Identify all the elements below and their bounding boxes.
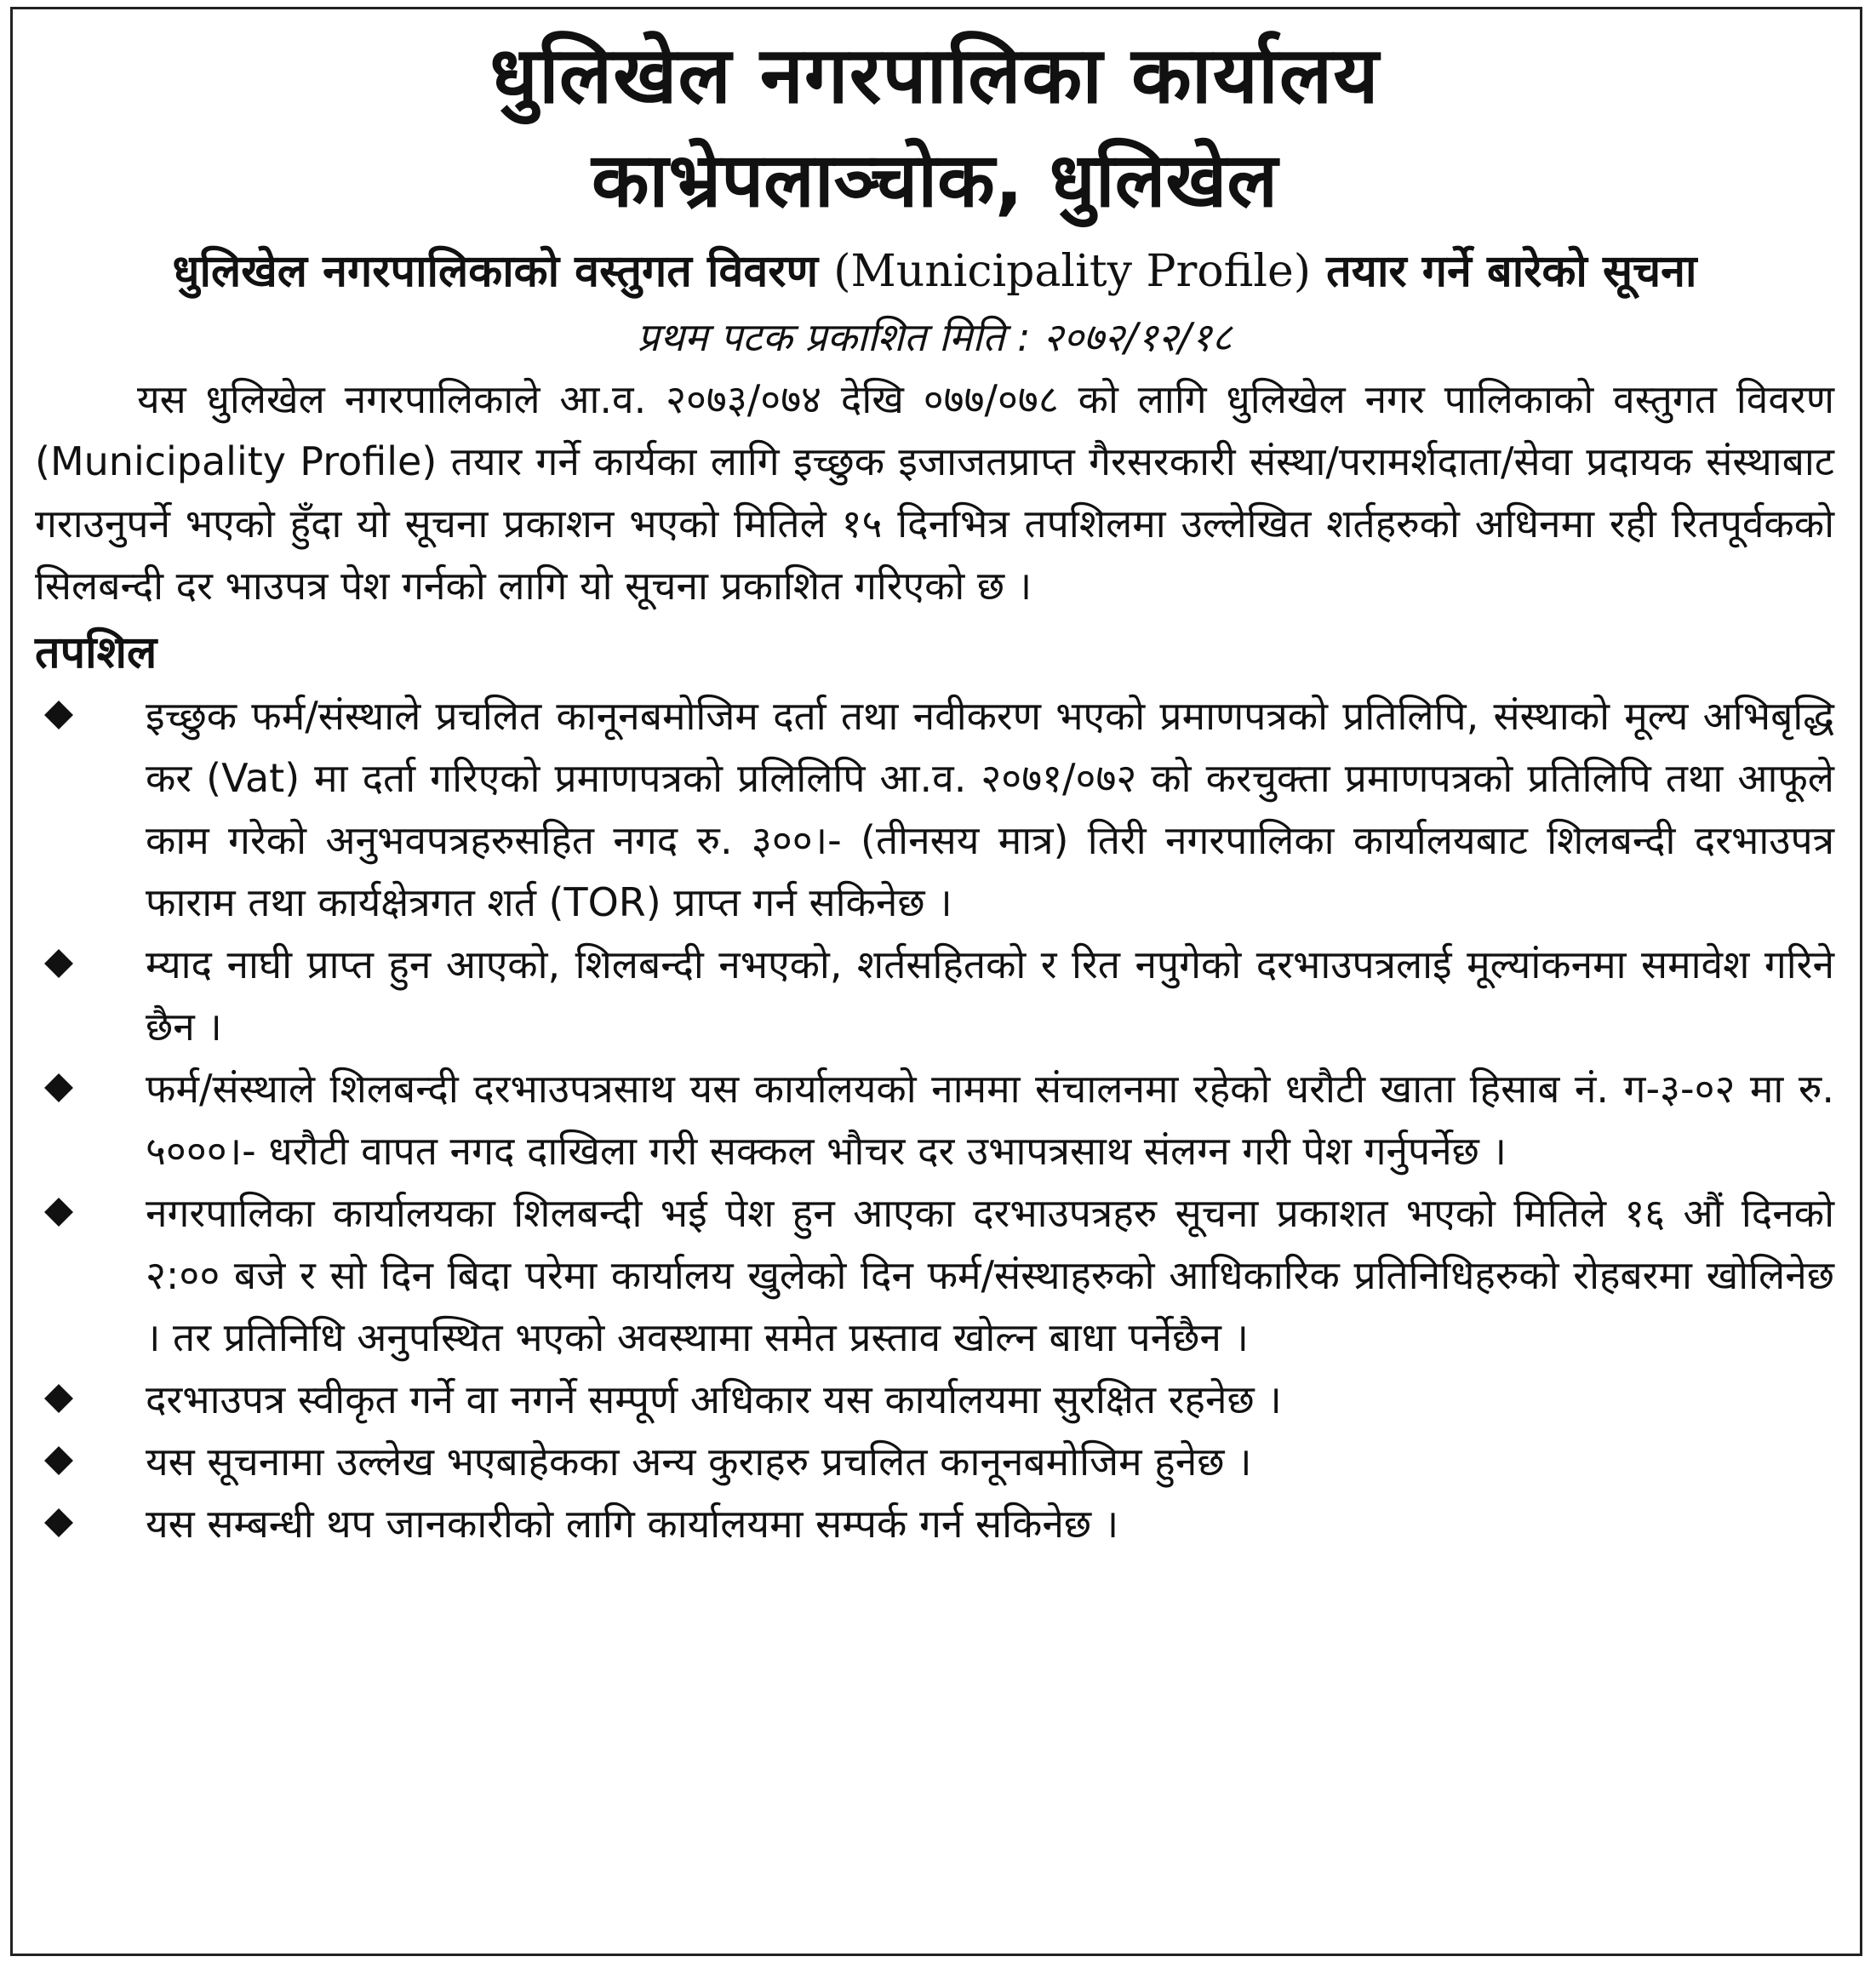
subject-english: (Municipality Profile) [833,246,1312,297]
list-item [35,1058,1834,1182]
list-item [35,1431,1834,1493]
section-heading: तपशिल [35,627,157,678]
diamond-bullet-icon [44,1198,73,1227]
notice-subject [35,237,1834,306]
office-location: काभ्रेपलाञ्चोक, धुलिखेल [591,136,1278,224]
diamond-bullet-icon [44,949,73,978]
list-item-text: इच्छुक फर्म/संस्थाले प्रचलित कानूनबमोजिम दर्ता तथा नवीकरण भएको प्रमाणपत्रको प्रतिलिपि, संस्थाको मूल्य अभिबृद्धि कर (Vat) मा दर्ता गरिएको प्रमाणपत्रको प्रलिलिपि आ.व. २०७१/०७२ को करचुक्ता प्रमाणपत्रको प्रतिलिपि तथा आफूले काम गरेको अनुभवपत्रहरुसहित नगद रु. ३००।- (तीनसय मात्र) तिरी नगरपालिका कार्यालयबाट शिलबन्दी दरभाउपत्र फाराम तथा कार्यक्षेत्रगत शर्त (TOR) प्राप्त गर्न सकिनेछ । [146,693,1834,925]
list-item [35,1369,1834,1431]
list-item [35,934,1834,1058]
list-item [35,1182,1834,1369]
list-item-text: नगरपालिका कार्यालयका शिलबन्दी भई पेश हुन आएका दरभाउपत्रहरु सूचना प्रकाशत भएको मितिले १६ औं दिनको २:०० बजे र सो दिन बिदा परेमा कार्यालय खुलेको दिन फर्म/संस्थाहरुको आधिकारिक प्रतिनिधिहरुको रोहबरमा खोलिनेछ । तर प्रतिनिधि अनुपस्थित भएको अवस्थामा समेत प्रस्ताव खोल्न बाधा पर्नेछैन । [146,1190,1834,1360]
list-item-text: म्याद नाघी प्राप्त हुन आएको, शिलबन्दी नभएको, शर्तसहितको र रित नपुगेको दरभाउपत्रलाई मूल्यांकनमा समावेश गरिने छैन । [146,941,1834,1050]
list-item-text: यस सूचनामा उल्लेख भएबाहेकका अन्य कुराहरु प्रचलित कानूनबमोजिम हुनेछ । [146,1439,1252,1485]
subject-part2: तयार गर्ने बारेको सूचना [1326,246,1697,297]
published-date: प्रथम पटक प्रकाशित मिति : २०७२/१२/१८ [637,314,1233,360]
office-title: धुलिखेल नगरपालिका कार्यालय [489,30,1380,121]
intro-paragraph: यस धुलिखेल नगरपालिकाले आ.व. २०७३/०७४ देखि ०७७/०७८ को लागि धुलिखेल नगर पालिकाको वस्तुगत विवरण (Municipality Profile) तयार गर्ने कार्यका लागि इच्छुक इजाजतप्राप्त गैरसरकारी संस्था/परामर्शदाता/सेवा प्रदायक संस्थाबाट गराउनुपर्ने भएको हुँदा यो सूचना प्रकाशन भएको मितिले १५ दिनभित्र तपशिलमा उल्लेखित शर्तहरुको अधिनमा रही रितपूर्वकको सिलबन्दी दर भाउपत्र पेश गर्नको लागि यो सूचना प्रकाशित गरिएको छ । [35,376,1834,609]
subject-part1: धुलिखेल नगरपालिकाको वस्तुगत विवरण [172,246,819,297]
list-item [35,1493,1834,1555]
list-item-text: फर्म/संस्थाले शिलबन्दी दरभाउपत्रसाथ यस कार्यालयको नाममा संचालनमा रहेको धरौटी खाता हिसाब नं. ग-३-०२ मा रु. ५०००।- धरौटी वापत नगद दाखिला गरी सक्कल भौचर दर उभापत्रसाथ संलग्न गरी पेश गर्नुपर्नेछ । [146,1066,1834,1174]
diamond-bullet-icon [44,1508,73,1537]
notice-document [10,7,1862,1956]
diamond-bullet-icon [44,1384,73,1413]
diamond-bullet-icon [44,701,73,729]
conditions-list [35,685,1834,1555]
diamond-bullet-icon [44,1073,73,1102]
list-item-text: यस सम्बन्धी थप जानकारीको लागि कार्यालयमा सम्पर्क गर्न सकिनेछ । [146,1501,1119,1547]
list-item-text: दरभाउपत्र स्वीकृत गर्ने वा नगर्ने सम्पूर्ण अधिकार यस कार्यालयमा सुरक्षित रहनेछ । [146,1376,1282,1422]
diamond-bullet-icon [44,1446,73,1475]
list-item [35,685,1834,934]
